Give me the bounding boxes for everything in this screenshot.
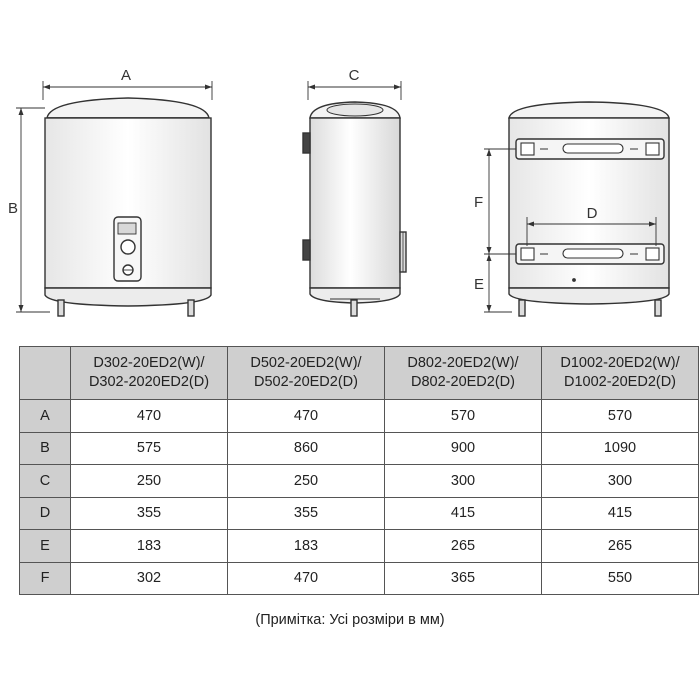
model-header-4 (542, 347, 699, 400)
table-row (20, 432, 699, 465)
model-header-line: D1002-20ED2(D) (563, 374, 677, 390)
model-header-line: D502-20ED2(D) (254, 374, 358, 390)
water-heater-drawing (0, 0, 700, 340)
table-row (20, 465, 699, 498)
dimension-label-d: D (586, 205, 598, 222)
table-cell: 570 (542, 400, 699, 433)
table-cell: 302 (71, 562, 228, 595)
table-cell: 470 (228, 400, 385, 433)
model-header-line: D302-2020ED2(D) (88, 374, 210, 390)
table-cell: 355 (71, 497, 228, 530)
table-cell: 415 (385, 497, 542, 530)
back-view (484, 102, 669, 316)
table-row (20, 497, 699, 530)
front-view (16, 81, 212, 316)
table-cell: 575 (71, 432, 228, 465)
dimension-label-a: A (120, 67, 132, 84)
table-cell: 355 (228, 497, 385, 530)
row-label: C (20, 465, 71, 498)
table-cell: 550 (542, 562, 699, 595)
table-cell: 183 (228, 530, 385, 563)
model-header-2 (228, 347, 385, 400)
table-cell: 860 (228, 432, 385, 465)
table-cell: 470 (71, 400, 228, 433)
dimension-label-c: C (348, 67, 360, 84)
table-cell: 250 (228, 465, 385, 498)
table-cell: 300 (385, 465, 542, 498)
table-row (20, 530, 699, 563)
row-label: D (20, 497, 71, 530)
table-header-row (20, 347, 699, 400)
dimension-label-b: B (8, 200, 19, 217)
table-row (20, 400, 699, 433)
model-header-line: D502-20ED2(W)/ (250, 355, 362, 371)
table-row (20, 562, 699, 595)
row-label: E (20, 530, 71, 563)
units-note: (Примітка: Усі розміри в мм) (255, 612, 445, 628)
table-cell: 250 (71, 465, 228, 498)
table-cell: 415 (542, 497, 699, 530)
model-header-line: D302-20ED2(W)/ (93, 355, 205, 371)
dimensions-table (19, 346, 699, 595)
table-cell: 570 (385, 400, 542, 433)
table-corner-cell (20, 347, 71, 400)
side-view (303, 81, 406, 316)
dimension-label-f: F (474, 194, 484, 211)
model-header-3 (385, 347, 542, 400)
model-header-line: D802-20ED2(W)/ (407, 355, 519, 371)
table-cell: 365 (385, 562, 542, 595)
table-cell: 300 (542, 465, 699, 498)
model-header-line: D1002-20ED2(W)/ (560, 355, 680, 371)
row-label: A (20, 400, 71, 433)
table-cell: 900 (385, 432, 542, 465)
row-label: F (20, 562, 71, 595)
table-cell: 265 (542, 530, 699, 563)
model-header-line: D802-20ED2(D) (411, 374, 515, 390)
table-cell: 265 (385, 530, 542, 563)
table-cell: 183 (71, 530, 228, 563)
model-header-1 (71, 347, 228, 400)
dimension-label-e: E (474, 276, 485, 293)
row-label: B (20, 432, 71, 465)
table-cell: 1090 (542, 432, 699, 465)
table-cell: 470 (228, 562, 385, 595)
